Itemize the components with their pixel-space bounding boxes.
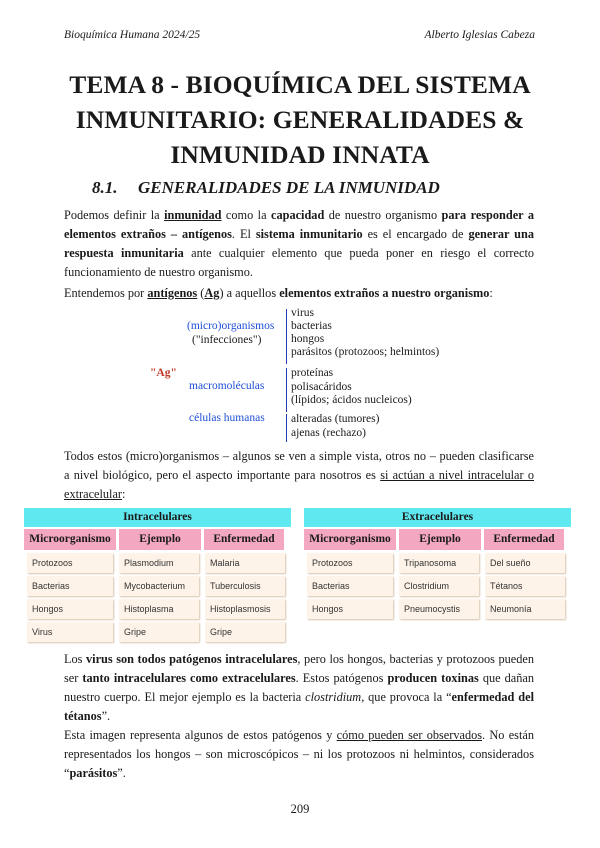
paragraph-immunity-definition: Podemos definir la inmunidad como la capacidad de nuestro organismo para responder a elementos extraños – antígenos. El sistema inmunitario es el encargado de generar una respuesta inmunitaria ante cualquier elemento que pueda poner en riesgo el correcto funcionamiento de nuestro organismo. xyxy=(64,208,535,279)
tree-bracket xyxy=(286,309,287,364)
table-cell: Histoplasmosis xyxy=(205,599,285,619)
tree-root-label: "Ag" xyxy=(150,367,177,379)
tree-group-label: (micro)organismos xyxy=(187,320,275,332)
header-course: Bioquímica Humana 2024/25 xyxy=(64,29,201,41)
tree-group-label: macromoléculas xyxy=(189,380,265,392)
table-cell: Hongos xyxy=(27,599,113,619)
tree-item: hongos xyxy=(291,333,325,345)
column-header: Microorganismo xyxy=(304,529,396,550)
column-header: Enfermedad xyxy=(204,529,284,550)
table-row xyxy=(304,599,571,619)
tree-item: parásitos (protozoos; helmintos) xyxy=(291,346,440,358)
intracellular-table xyxy=(24,508,291,642)
tree-item: bacterias xyxy=(291,320,332,332)
table-cell: Protozoos xyxy=(27,553,113,573)
paragraph-organisms: Todos estos (micro)organismos – algunos se ven a simple vista, otros no – pueden clasificarse a nivel biológico, pero el aspecto importante para nosotros es si actúan a nivel intracelular o extracelular: xyxy=(64,449,534,501)
table-row xyxy=(24,553,291,573)
page-title xyxy=(40,67,560,172)
title-line-2: INMUNITARIO: GENERALIDADES & xyxy=(75,105,525,134)
title-line-3: INMUNIDAD INNATA xyxy=(170,140,430,169)
extracellular-table xyxy=(304,508,571,619)
table-cell: Virus xyxy=(27,622,113,642)
table-cell: Gripe xyxy=(119,622,199,642)
tree-bracket xyxy=(286,368,287,412)
section-title: GENERALIDADES DE LA INMUNIDAD xyxy=(138,178,440,197)
table-cell: Tétanos xyxy=(485,576,565,596)
tree-group-sublabel: ("infecciones") xyxy=(192,334,262,346)
table-cell: Hongos xyxy=(307,599,393,619)
table-cell: Tripanosoma xyxy=(399,553,479,573)
table-cell: Pneumocystis xyxy=(399,599,479,619)
section-number: 8.1. xyxy=(92,178,118,197)
tree-item: ajenas (rechazo) xyxy=(291,427,367,439)
table-cell: Tuberculosis xyxy=(205,576,285,596)
header-author: Alberto Iglesias Cabeza xyxy=(424,29,535,41)
table-cell: Mycobacterium xyxy=(119,576,199,596)
table-cell: Neumonía xyxy=(485,599,565,619)
column-header: Ejemplo xyxy=(399,529,481,550)
table-title: Intracelulares xyxy=(24,508,291,527)
table-cell: Clostridium xyxy=(399,576,479,596)
tree-item: polisacáridos xyxy=(291,381,352,393)
table-cell: Histoplasma xyxy=(119,599,199,619)
tree-item: (lípidos; ácidos nucleicos) xyxy=(291,394,412,406)
column-header: Microorganismo xyxy=(24,529,116,550)
tree-group-label: células humanas xyxy=(189,412,265,424)
table-header-row xyxy=(24,529,291,550)
table-cell: Protozoos xyxy=(307,553,393,573)
section-heading xyxy=(92,178,440,198)
table-cell: Malaria xyxy=(205,553,285,573)
table-row xyxy=(24,622,291,642)
table-cell: Plasmodium xyxy=(119,553,199,573)
page-number: 209 xyxy=(290,802,310,816)
table-row xyxy=(304,576,571,596)
table-cell: Bacterias xyxy=(307,576,393,596)
table-header-row xyxy=(304,529,571,550)
column-header: Ejemplo xyxy=(119,529,201,550)
paragraph-antigens: Entendemos por antígenos (Ag) a aquellos elementos extraños a nuestro organismo: xyxy=(64,286,493,300)
table-row xyxy=(304,553,571,573)
table-cell: Del sueño xyxy=(485,553,565,573)
tree-bracket xyxy=(286,414,287,442)
tree-item: virus xyxy=(291,307,314,319)
tree-item: alteradas (tumores) xyxy=(291,413,380,425)
table-cell: Bacterias xyxy=(27,576,113,596)
paragraph-image-note: Esta imagen representa algunos de estos patógenos y cómo pueden ser observados. No están representados los hongos – son microscópicos – ni los protozoos ni helmintos, considerados “parásitos”. xyxy=(64,728,534,780)
column-header: Enfermedad xyxy=(484,529,564,550)
table-title: Extracelulares xyxy=(304,508,571,527)
title-line-1: TEMA 8 - BIOQUÍMICA DEL SISTEMA xyxy=(69,70,531,99)
table-row xyxy=(24,576,291,596)
paragraph-pathogens: Los virus son todos patógenos intracelulares, pero los hongos, bacterias y protozoos pueden ser tanto intracelulares como extracelulares. Estos patógenos producen toxinas que dañan nuestro cuerpo. El mejor ejemplo es la bacteria clostridium, que provoca la “enfermedad del tétanos”. xyxy=(64,652,535,723)
table-cell: Gripe xyxy=(205,622,285,642)
tree-item: proteínas xyxy=(291,367,334,379)
table-row xyxy=(24,599,291,619)
